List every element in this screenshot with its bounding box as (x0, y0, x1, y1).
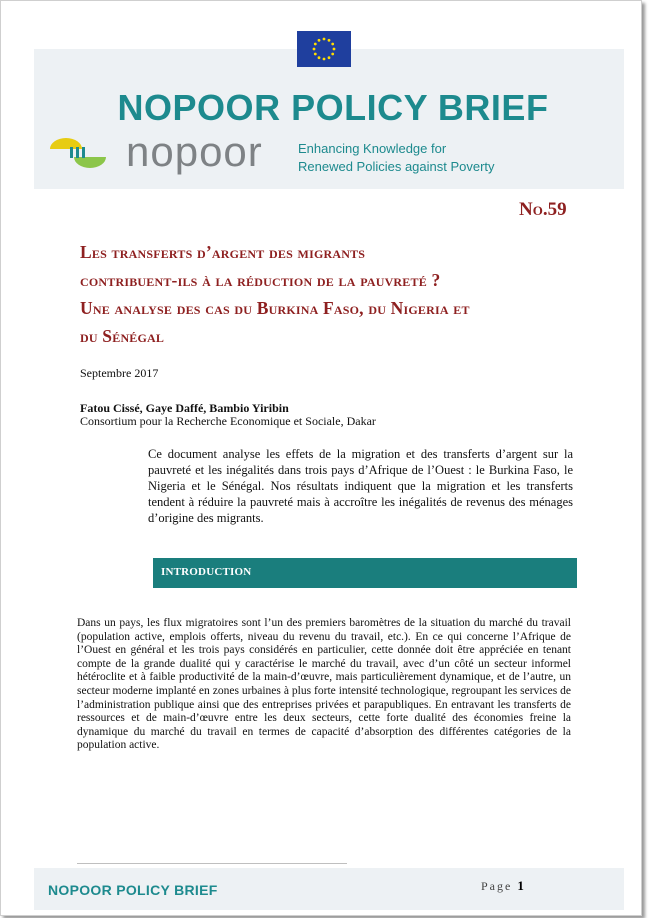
page-number: 1 (517, 878, 524, 893)
page-indicator (481, 878, 524, 894)
page-label: Page (481, 879, 513, 893)
publication-date: Septembre 2017 (80, 366, 159, 380)
footer-bar (34, 868, 624, 910)
tagline-line-2: Renewed Policies against Poverty (298, 159, 495, 174)
nopoor-logo-icon (48, 131, 108, 171)
issue-number: No.59 (519, 199, 567, 220)
affiliation: Consortium pour la Recherche Economique et Sociale, Dakar (80, 414, 376, 428)
tagline (298, 140, 495, 176)
introduction-body: Dans un pays, les flux migratoires sont l’un des premiers baromètres de la situation du marché du travail (population active, emplois offerts, niveau du revenu du travail, etc.). En ce qui concerne l’Afrique de l’Ouest en général et les trois pays considérés en particulier, cette donnée doit être appréciée en tenant compte de la grande dualité qui y caractérise le marché du travail, avec d’un côté un secteur informel hétéroclite et à faible productivité de la main-d’œuvre, mais particulièrement dynamique, et de l’autre, un secteur moderne implanté en zones urbaines à plus forte intensité technologique, regroupant les services de l’administration publique ainsi que des entreprises privées et parapubliques. En entravant les transferts de ressources et de main-d’œuvre entre les deux secteurs, cette forte dualité des économies freine la dynamique du marché du travail en termes de capacité d’absorption des différentes catégories de la population active. (77, 617, 571, 752)
tagline-line-1: Enhancing Knowledge for (298, 141, 447, 156)
section-heading-bar (153, 558, 577, 588)
authors: Fatou Cissé, Gaye Daffé, Bambio Yiribin (80, 401, 289, 415)
title-line-4: du Sénégal (80, 326, 165, 346)
eu-flag-icon (297, 31, 351, 67)
section-heading: INTRODUCTION (161, 566, 252, 578)
brief-title: NOPOOR POLICY BRIEF (117, 87, 549, 128)
footer-brand: NOPOOR POLICY BRIEF (48, 882, 218, 898)
nopoor-wordmark: nopoor (126, 128, 263, 175)
document-title (80, 238, 600, 350)
abstract: Ce document analyse les effets de la migration et des transferts d’argent sur la pauvreté et les inégalités dans trois pays d’Afrique de l’Ouest : le Burkina Faso, le Nigeria et le Sénégal. Nos résultats indiquent que la migration et les transferts tendent à réduire la pauvreté mais à accroître les inégalités de revenus des ménages d’origine des migrants. (148, 447, 573, 525)
footer-divider (77, 863, 347, 864)
title-line-2: contribuent-ils à la réduction de la pauvreté ? (80, 270, 441, 290)
title-line-3: Une analyse des cas du Burkina Faso, du Nigeria et (80, 298, 470, 318)
eu-flag-graphic (297, 31, 351, 67)
title-line-1: Les transferts d’argent des migrants (80, 242, 366, 262)
